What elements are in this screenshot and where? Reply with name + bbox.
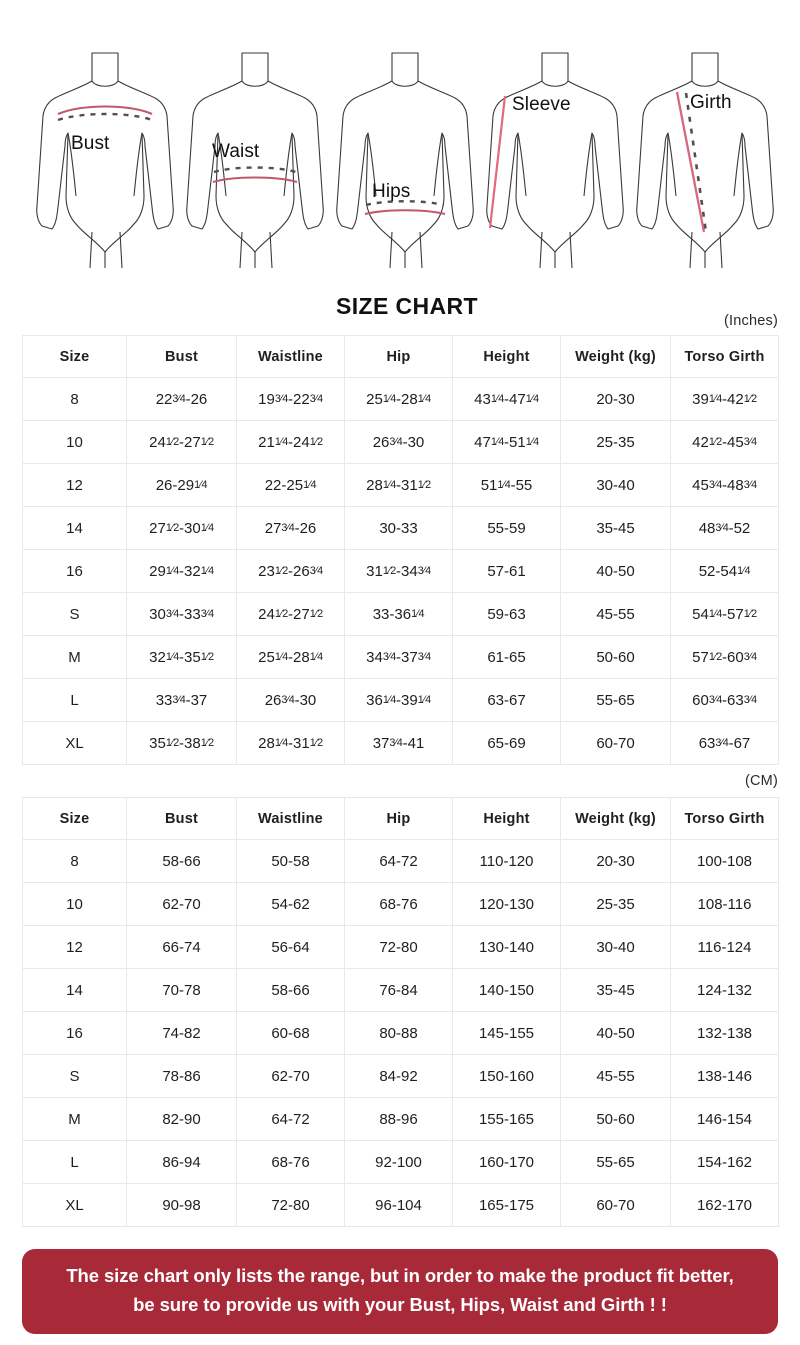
- measurement-cell: 511⁄4-55: [453, 464, 561, 507]
- measurement-cell: 55-59: [453, 507, 561, 550]
- measurement-cell: 223⁄4-26: [127, 378, 237, 421]
- measurement-cell: 633⁄4-67: [671, 722, 779, 765]
- table-row: [23, 722, 779, 765]
- table-row: [23, 679, 779, 722]
- measurement-cell: 116-124: [671, 926, 779, 969]
- measurement-cell: 431⁄4-471⁄4: [453, 378, 561, 421]
- column-header-height: Height: [453, 336, 561, 378]
- table-row: [23, 636, 779, 679]
- measurement-cell: 483⁄4-52: [671, 507, 779, 550]
- size-cell: 8: [23, 840, 127, 883]
- table-row: [23, 378, 779, 421]
- measurement-cell: 603⁄4-633⁄4: [671, 679, 779, 722]
- column-header-bust: Bust: [127, 336, 237, 378]
- measurement-cell: 50-60: [561, 1098, 671, 1141]
- table-row: [23, 421, 779, 464]
- measurement-cell: 132-138: [671, 1012, 779, 1055]
- measurement-cell: 35-45: [561, 507, 671, 550]
- measurement-cell: 56-64: [237, 926, 345, 969]
- measurement-cell: 165-175: [453, 1184, 561, 1227]
- measurement-cell: 571⁄2-603⁄4: [671, 636, 779, 679]
- measurement-cell: 64-72: [237, 1098, 345, 1141]
- size-cell: S: [23, 1055, 127, 1098]
- measurement-cell: 140-150: [453, 969, 561, 1012]
- measurement-cell: 108-116: [671, 883, 779, 926]
- size-cell: 14: [23, 507, 127, 550]
- measurement-cell: 58-66: [237, 969, 345, 1012]
- measurement-cell: 124-132: [671, 969, 779, 1012]
- table-row: [23, 926, 779, 969]
- table-header-row: [23, 798, 779, 840]
- measurement-cell: 146-154: [671, 1098, 779, 1141]
- measurement-cell: 59-63: [453, 593, 561, 636]
- measurement-cell: 78-86: [127, 1055, 237, 1098]
- measurement-cell: 74-82: [127, 1012, 237, 1055]
- bust-figure: [30, 36, 180, 271]
- measurement-cell: 63-67: [453, 679, 561, 722]
- column-header-hip: Hip: [345, 336, 453, 378]
- column-header-hip: Hip: [345, 798, 453, 840]
- cm-table-head: [23, 798, 779, 840]
- measurement-cell: 211⁄4-241⁄2: [237, 421, 345, 464]
- measurement-cell: 130-140: [453, 926, 561, 969]
- notice-banner-wrap: [0, 1249, 800, 1334]
- measurement-cell: 66-74: [127, 926, 237, 969]
- measurement-cell: 271⁄2-301⁄4: [127, 507, 237, 550]
- table-row: [23, 1141, 779, 1184]
- measurement-cell: 60-68: [237, 1012, 345, 1055]
- table-row: [23, 593, 779, 636]
- table-row: [23, 550, 779, 593]
- size-cell: M: [23, 1098, 127, 1141]
- measurement-cell: 26-291⁄4: [127, 464, 237, 507]
- table-row: [23, 1055, 779, 1098]
- girth-figure-label: Girth: [690, 92, 732, 113]
- column-header-height: Height: [453, 798, 561, 840]
- measurement-cell: 193⁄4-223⁄4: [237, 378, 345, 421]
- measurement-cell: 311⁄2-343⁄4: [345, 550, 453, 593]
- unit-label-cm: (CM): [744, 773, 778, 789]
- measurement-cell: 76-84: [345, 969, 453, 1012]
- measurement-cell: 61-65: [453, 636, 561, 679]
- waist-figure-label: Waist: [212, 141, 260, 162]
- measurement-cell: 25-35: [561, 421, 671, 464]
- measurement-cell: 25-35: [561, 883, 671, 926]
- measurement-cell: 453⁄4-483⁄4: [671, 464, 779, 507]
- measurement-cell: 145-155: [453, 1012, 561, 1055]
- size-cell: 16: [23, 550, 127, 593]
- waist-figure: [180, 36, 330, 271]
- size-cell: XL: [23, 1184, 127, 1227]
- size-cell: 8: [23, 378, 127, 421]
- measurement-cell: 100-108: [671, 840, 779, 883]
- size-cell: L: [23, 1141, 127, 1184]
- inches-table-body: [23, 378, 779, 765]
- size-cell: S: [23, 593, 127, 636]
- size-cell: 10: [23, 421, 127, 464]
- column-header-weight-kg: Weight (kg): [561, 798, 671, 840]
- measurement-cell: 70-78: [127, 969, 237, 1012]
- measurement-cell: 80-88: [345, 1012, 453, 1055]
- measurement-cell: 303⁄4-333⁄4: [127, 593, 237, 636]
- sleeve-figure-label: Sleeve: [512, 94, 571, 115]
- measurement-cell: 241⁄2-271⁄2: [237, 593, 345, 636]
- measurement-cell: 45-55: [561, 1055, 671, 1098]
- measurement-cell: 281⁄4-311⁄2: [345, 464, 453, 507]
- page-title: SIZE CHART: [336, 293, 478, 319]
- hips-figure-label: Hips: [372, 181, 411, 202]
- size-cell: 12: [23, 926, 127, 969]
- measurement-cell: 251⁄4-281⁄4: [345, 378, 453, 421]
- column-header-weight-kg: Weight (kg): [561, 336, 671, 378]
- size-cell: M: [23, 636, 127, 679]
- measurement-cell: 263⁄4-30: [237, 679, 345, 722]
- measurement-cell: 231⁄2-263⁄4: [237, 550, 345, 593]
- table-row: [23, 1184, 779, 1227]
- column-header-bust: Bust: [127, 798, 237, 840]
- size-cell: L: [23, 679, 127, 722]
- measurement-cell: 62-70: [237, 1055, 345, 1098]
- table-row: [23, 464, 779, 507]
- measurement-cell: 30-40: [561, 464, 671, 507]
- measurement-cell: 68-76: [345, 883, 453, 926]
- measurement-cell: 50-58: [237, 840, 345, 883]
- sleeve-figure: [480, 36, 630, 271]
- column-header-size: Size: [23, 336, 127, 378]
- measurement-cell: 321⁄4-351⁄2: [127, 636, 237, 679]
- measurement-cell: 72-80: [345, 926, 453, 969]
- table-row: [23, 969, 779, 1012]
- measurement-cell: 30-33: [345, 507, 453, 550]
- table-row: [23, 840, 779, 883]
- table-row: [23, 1012, 779, 1055]
- measurement-cell: 160-170: [453, 1141, 561, 1184]
- girth-figure: [630, 36, 780, 271]
- column-header-waistline: Waistline: [237, 336, 345, 378]
- measurement-cell: 62-70: [127, 883, 237, 926]
- measurement-cell: 96-104: [345, 1184, 453, 1227]
- measurement-cell: 154-162: [671, 1141, 779, 1184]
- measurement-cell: 20-30: [561, 840, 671, 883]
- table-row: [23, 883, 779, 926]
- measurement-cell: 72-80: [237, 1184, 345, 1227]
- column-header-waistline: Waistline: [237, 798, 345, 840]
- measurement-cell: 391⁄4-421⁄2: [671, 378, 779, 421]
- measurement-cell: 45-55: [561, 593, 671, 636]
- measurement-cell: 155-165: [453, 1098, 561, 1141]
- size-cell: XL: [23, 722, 127, 765]
- hips-figure: [330, 36, 480, 271]
- measurement-cell: 241⁄2-271⁄2: [127, 421, 237, 464]
- measurement-cell: 421⁄2-453⁄4: [671, 421, 779, 464]
- cm-table-wrap: [0, 797, 800, 1227]
- measurement-cell: 40-50: [561, 1012, 671, 1055]
- measurement-cell: 88-96: [345, 1098, 453, 1141]
- measurement-cell: 263⁄4-30: [345, 421, 453, 464]
- size-cell: 10: [23, 883, 127, 926]
- measurement-cell: 281⁄4-311⁄2: [237, 722, 345, 765]
- measurement-cell: 373⁄4-41: [345, 722, 453, 765]
- measurement-cell: 40-50: [561, 550, 671, 593]
- measurement-cell: 65-69: [453, 722, 561, 765]
- inches-table-head: [23, 336, 779, 378]
- title-row: [0, 289, 800, 335]
- measurement-cell: 55-65: [561, 679, 671, 722]
- notice-banner: The size chart only lists the range, but in order to make the product fit better, be sure to provide us with your Bust, Hips, Waist and Girth ! !: [22, 1249, 778, 1334]
- size-cell: 16: [23, 1012, 127, 1055]
- measurement-cell: 60-70: [561, 722, 671, 765]
- measurement-cell: 33-361⁄4: [345, 593, 453, 636]
- size-cell: 12: [23, 464, 127, 507]
- measurement-cell: 55-65: [561, 1141, 671, 1184]
- unit-label-inches: (Inches): [724, 313, 778, 329]
- cm-table-body: [23, 840, 779, 1227]
- inches-size-table: [22, 335, 779, 765]
- measurement-cell: 68-76: [237, 1141, 345, 1184]
- measurement-cell: 54-62: [237, 883, 345, 926]
- measurement-cell: 92-100: [345, 1141, 453, 1184]
- cm-unit-row: [0, 765, 800, 797]
- measurement-cell: 82-90: [127, 1098, 237, 1141]
- measurement-cell: 138-146: [671, 1055, 779, 1098]
- measurement-cell: 251⁄4-281⁄4: [237, 636, 345, 679]
- table-header-row: [23, 336, 779, 378]
- measurement-cell: 110-120: [453, 840, 561, 883]
- measurement-cell: 64-72: [345, 840, 453, 883]
- bust-figure-label: Bust: [71, 133, 110, 154]
- measurement-cell: 361⁄4-391⁄4: [345, 679, 453, 722]
- measurement-cell: 351⁄2-381⁄2: [127, 722, 237, 765]
- measurement-cell: 162-170: [671, 1184, 779, 1227]
- measurement-cell: 333⁄4-37: [127, 679, 237, 722]
- column-header-size: Size: [23, 798, 127, 840]
- column-header-torso-girth: Torso Girth: [671, 336, 779, 378]
- measurement-cell: 22-251⁄4: [237, 464, 345, 507]
- measurement-cell: 343⁄4-373⁄4: [345, 636, 453, 679]
- measurement-cell: 60-70: [561, 1184, 671, 1227]
- measurement-cell: 58-66: [127, 840, 237, 883]
- measurement-cell: 57-61: [453, 550, 561, 593]
- size-cell: 14: [23, 969, 127, 1012]
- measurement-figures: [0, 0, 800, 271]
- measurement-cell: 20-30: [561, 378, 671, 421]
- measurement-cell: 84-92: [345, 1055, 453, 1098]
- measurement-cell: 35-45: [561, 969, 671, 1012]
- table-row: [23, 507, 779, 550]
- measurement-cell: 291⁄4-321⁄4: [127, 550, 237, 593]
- measurement-cell: 30-40: [561, 926, 671, 969]
- measurement-cell: 90-98: [127, 1184, 237, 1227]
- measurement-cell: 273⁄4-26: [237, 507, 345, 550]
- table-row: [23, 1098, 779, 1141]
- measurement-cell: 120-130: [453, 883, 561, 926]
- measurement-cell: 541⁄4-571⁄2: [671, 593, 779, 636]
- column-header-torso-girth: Torso Girth: [671, 798, 779, 840]
- measurement-cell: 50-60: [561, 636, 671, 679]
- inches-table-wrap: [0, 335, 800, 765]
- measurement-cell: 52-541⁄4: [671, 550, 779, 593]
- measurement-cell: 86-94: [127, 1141, 237, 1184]
- measurement-cell: 471⁄4-511⁄4: [453, 421, 561, 464]
- cm-size-table: [22, 797, 779, 1227]
- measurement-cell: 150-160: [453, 1055, 561, 1098]
